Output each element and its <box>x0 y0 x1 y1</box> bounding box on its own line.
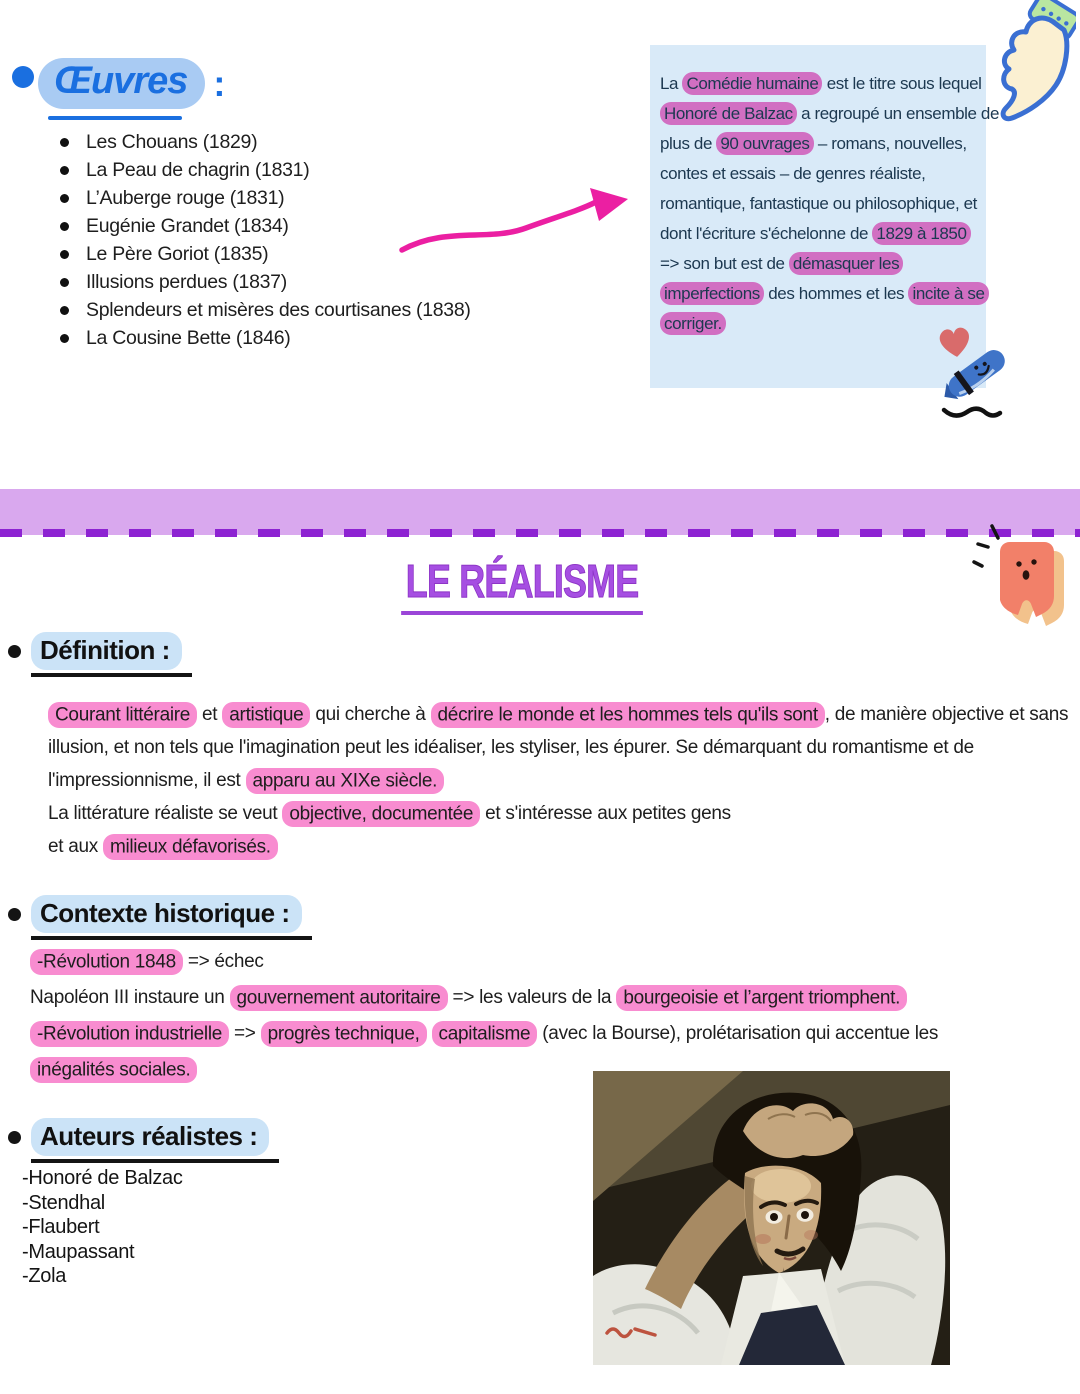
text-segment: qui cherche à <box>310 704 431 725</box>
work-list-item: Eugénie Grandet (1834) <box>58 215 471 243</box>
text-line <box>660 219 978 249</box>
auteurs-heading: Auteurs réalistes : <box>31 1118 269 1156</box>
author-list-item: -Honoré de Balzac <box>22 1167 183 1189</box>
oeuvres-colon: : <box>213 62 226 104</box>
definition-heading: Définition : <box>31 632 182 670</box>
work-list-item: Les Chouans (1829) <box>58 131 471 159</box>
contexte-paragraph <box>30 944 938 1088</box>
auteurs-section-heading <box>8 1118 279 1163</box>
text-segment: contes et essais – de genres réaliste, <box>660 164 926 183</box>
work-list-item: Illusions perdues (1837) <box>58 271 471 299</box>
text-segment: des hommes et les <box>763 284 909 303</box>
text-line <box>660 249 978 279</box>
text-segment: La littérature réaliste se veut <box>48 803 283 824</box>
highlighted-text: capitalisme <box>432 1021 538 1047</box>
highlighted-text: gouvernement autoritaire <box>230 985 448 1011</box>
highlighted-text: 1829 à 1850 <box>872 222 970 245</box>
pink-arrow-icon <box>396 184 632 262</box>
text-segment: romantique, fantastique ou philosophique, et <box>660 194 977 213</box>
text-line <box>30 1016 938 1052</box>
highlighted-text: décrire le monde et les hommes tels qu'ils sont <box>431 702 825 728</box>
text-segment <box>427 1023 432 1044</box>
highlighted-text: objective, documentée <box>282 801 480 827</box>
oeuvres-underline <box>48 116 182 120</box>
text-line <box>30 980 938 1016</box>
realisme-title: LE RÉALISME <box>401 554 643 615</box>
text-segment: => <box>229 1023 261 1044</box>
work-list-item: Le Père Goriot (1835) <box>58 243 471 271</box>
text-line <box>48 797 1068 830</box>
heading-underline <box>31 895 312 940</box>
text-line <box>660 69 982 99</box>
text-line <box>48 830 1068 863</box>
text-line <box>48 764 1068 797</box>
work-list-item: Splendeurs et misères des courtisanes (1838) <box>58 299 471 327</box>
text-segment: Napoléon III instaure un <box>30 987 230 1008</box>
pen-doodle-icon <box>938 334 1018 422</box>
text-line <box>48 698 1068 731</box>
author-list-item: -Flaubert <box>22 1216 100 1238</box>
text-segment: La <box>660 74 683 93</box>
text-line <box>660 159 978 189</box>
text-line <box>660 189 978 219</box>
text-segment: et <box>197 704 223 725</box>
bookmark-character-icon <box>972 518 1078 634</box>
authors-list <box>22 1166 183 1289</box>
text-segment: dont l'écriture s'échelonne de <box>660 224 873 243</box>
text-line <box>660 279 985 309</box>
highlighted-text: apparu au XIXe siècle. <box>246 768 445 794</box>
desperate-man-painting <box>593 1071 950 1365</box>
text-segment: et aux <box>48 836 103 857</box>
definition-paragraph <box>48 698 1068 863</box>
text-segment: plus de <box>660 134 717 153</box>
text-segment: l'impressionnisme, il est <box>48 770 246 791</box>
highlighted-text: incite à se <box>908 282 988 305</box>
text-segment: (avec la Bourse), prolétarisation qui accentue les <box>537 1023 939 1044</box>
contexte-heading: Contexte historique : <box>31 895 302 933</box>
author-list-item: -Maupassant <box>22 1240 135 1263</box>
text-line <box>30 944 938 980</box>
highlighted-text: -Révolution 1848 <box>30 949 183 975</box>
text-line <box>660 309 978 339</box>
highlighted-text: inégalités sociales. <box>30 1057 197 1083</box>
oeuvres-heading <box>38 58 225 109</box>
author-list-item: -Stendhal <box>22 1191 105 1214</box>
bullet-icon <box>8 908 21 921</box>
text-segment: => son but est de <box>660 254 789 273</box>
highlighted-text: Comédie humaine <box>682 72 822 95</box>
dashed-divider <box>0 529 1080 537</box>
section-title-wrap <box>0 554 1044 615</box>
text-line <box>660 99 999 129</box>
definition-section-heading <box>8 632 192 677</box>
heading-underline <box>31 632 192 677</box>
contexte-section-heading <box>8 895 312 940</box>
text-line <box>660 129 978 159</box>
text-segment: illusion, et non tels que l'imagination peut les idéaliser, les styliser, les épurer. Se démarquant du romantisme et de <box>48 737 974 758</box>
oeuvres-title: Œuvres <box>54 60 188 102</box>
author-list-item: -Zola <box>22 1265 67 1287</box>
highlighted-text: progrès technique, <box>261 1021 427 1047</box>
blue-bullet-icon <box>12 66 34 88</box>
text-segment: est le titre sous lequel <box>822 74 982 93</box>
highlighted-text: Honoré de Balzac <box>660 102 797 125</box>
highlighted-text: démasquer les <box>789 252 903 275</box>
highlighted-text: 90 ouvrages <box>716 132 813 155</box>
heading-underline <box>31 1118 279 1163</box>
highlighted-text: Courant littéraire <box>48 702 197 728</box>
oeuvres-highlight <box>38 58 205 109</box>
text-segment: et s'intéresse aux petites gens <box>480 803 731 824</box>
work-list-item: La Peau de chagrin (1831) <box>58 159 471 187</box>
highlighted-text: corriger. <box>660 312 726 335</box>
text-segment: => échec <box>182 951 264 972</box>
text-segment: => les valeurs de la <box>447 987 617 1008</box>
note-text <box>650 45 999 339</box>
highlighted-text: milieux défavorisés. <box>103 834 278 860</box>
work-list-item: La Cousine Bette (1846) <box>58 327 471 355</box>
text-line <box>48 731 1068 764</box>
bullet-icon <box>8 1131 21 1144</box>
work-list-item: L’Auberge rouge (1831) <box>58 187 471 215</box>
highlighted-text: bourgeoisie et l’argent triomphent. <box>616 985 907 1011</box>
highlighted-text: imperfections <box>660 282 764 305</box>
highlighted-text: artistique <box>222 702 310 728</box>
pointing-hand-icon <box>982 0 1076 124</box>
text-segment: , de manière objective et sans <box>824 704 1069 725</box>
highlighted-text: -Révolution industrielle <box>30 1021 229 1047</box>
bullet-icon <box>8 645 21 658</box>
text-segment: – romans, nouvelles, <box>813 134 967 153</box>
text-segment: a regroupé un ensemble de <box>796 104 999 123</box>
